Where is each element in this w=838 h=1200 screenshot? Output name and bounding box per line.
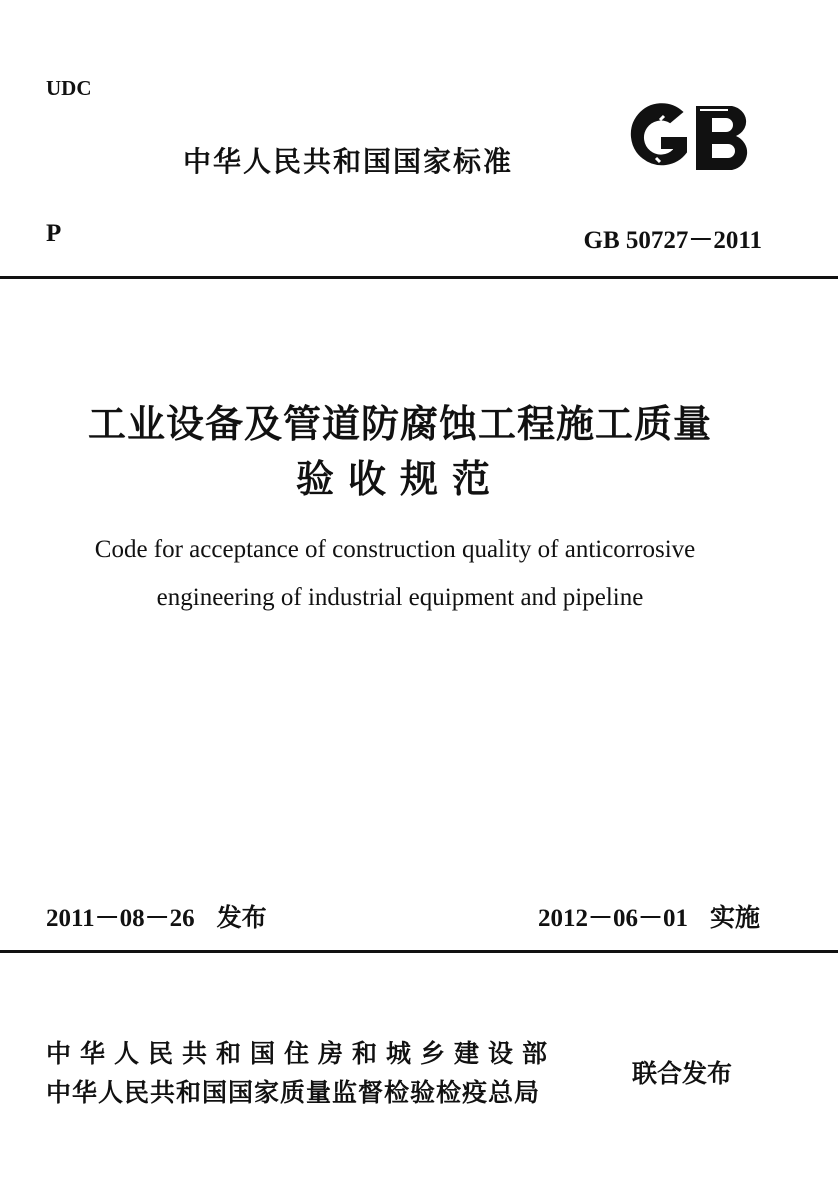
bottom-divider [0, 950, 838, 953]
joint-issue-label: 联合发布 [632, 1059, 733, 1088]
issue-date: 2011－08－26 [46, 905, 195, 932]
standard-number: GB 50727－2011 [583, 227, 762, 254]
document-title-line-1: 工业设备及管道防腐蚀工程施工质量 [87, 404, 712, 446]
english-title-line-1: Code for acceptance of construction quality of anticorrosive [94, 536, 696, 563]
issue-label: 发布 [216, 903, 267, 932]
country-standard-title: 中华人民共和国国家标准 [183, 145, 514, 178]
issue-date-block [46, 898, 267, 934]
issuer-administration: 中华人民共和国国家质量监督检验检疫总局 [46, 1078, 541, 1107]
document-title-line-2: 验收规范 [295, 459, 504, 501]
implementation-date-block [538, 898, 760, 934]
issuer-ministry: 中华人民共和国住房和城乡建设部 [46, 1039, 557, 1068]
implementation-date: 2012－06－01 [537, 905, 688, 932]
udc-label: UDC [46, 76, 92, 100]
category-code: P [46, 220, 62, 247]
english-title-line-2: engineering of industrial equipment and pipeline [156, 584, 644, 611]
top-divider [0, 276, 838, 279]
gb-logo [620, 100, 762, 176]
implementation-label: 实施 [709, 903, 760, 932]
